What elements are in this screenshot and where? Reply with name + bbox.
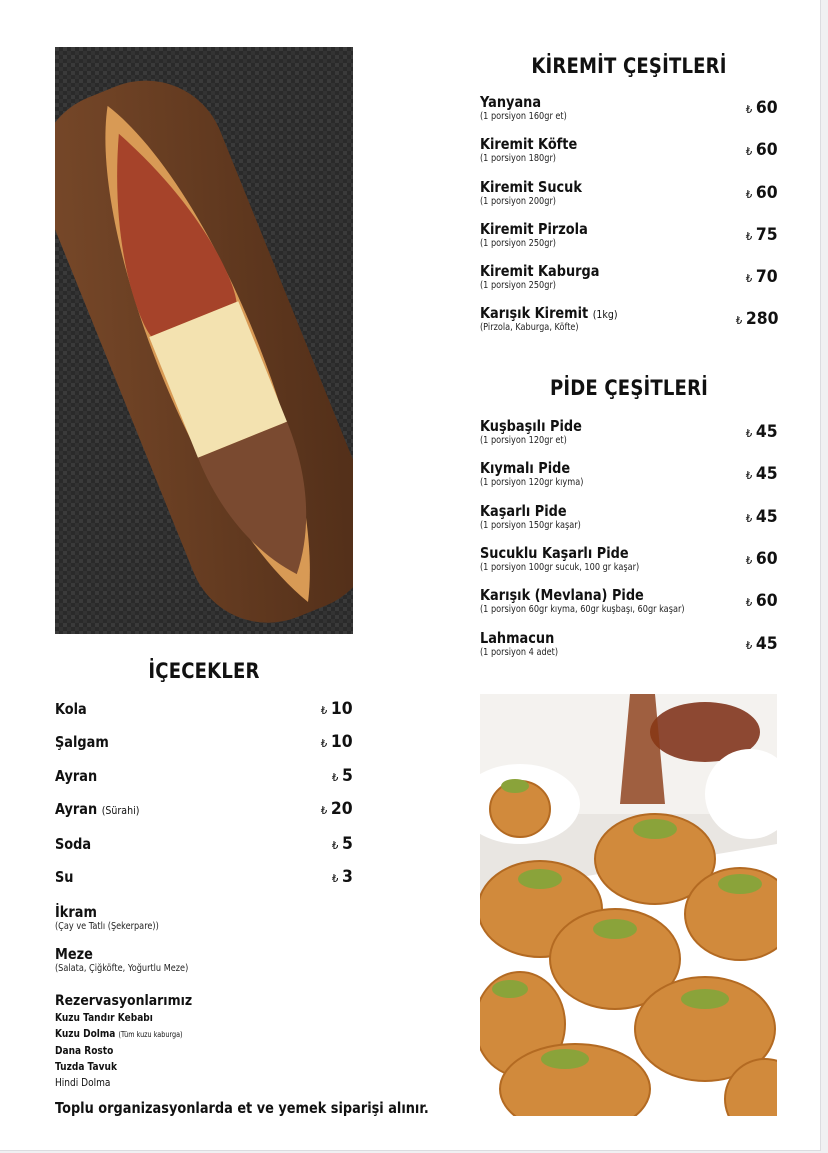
kiremit-item-name: Kiremit Sucuk (480, 178, 582, 196)
drink-item-price: ₺ 20 (321, 799, 353, 819)
drink-item (55, 699, 353, 718)
extra-item-detail: (Çay ve Tatlı (Şekerpare)) (55, 921, 159, 932)
kiremit-item-price: ₺ 75 (746, 225, 778, 245)
currency-symbol: ₺ (321, 804, 328, 817)
drink-item (55, 766, 353, 785)
extra-item (55, 902, 176, 932)
pide-item-name: Lahmacun (480, 629, 555, 647)
kiremit-item-detail: (1 porsiyon 180gr) (480, 153, 556, 164)
pide-photo (55, 47, 353, 634)
extra-item-name: İkram (55, 903, 97, 921)
kiremit-item (480, 92, 778, 122)
drink-item-price: ₺ 3 (331, 867, 353, 887)
currency-symbol: ₺ (746, 230, 753, 243)
currency-symbol: ₺ (746, 554, 753, 567)
pide-item-detail: (1 porsiyon 60gr kıyma, 60gr kuşbaşı, 60gr kaşar) (480, 604, 685, 615)
reservations-lines (55, 1010, 214, 1091)
drink-item (55, 799, 353, 818)
drink-item-note: (Sürahi) (101, 804, 140, 817)
icecekler-title: İÇECEKLER (148, 659, 260, 683)
currency-symbol: ₺ (746, 272, 753, 285)
kiremit-item (480, 134, 778, 164)
drink-item-price: ₺ 10 (321, 732, 353, 752)
pide-item-price: ₺ 60 (746, 591, 778, 611)
pide-item-price: ₺ 45 (746, 464, 778, 484)
currency-symbol: ₺ (331, 839, 339, 852)
extra-item (55, 944, 210, 974)
reservation-item: Kuzu Tandır Kebabı (55, 1012, 153, 1024)
kiremit-item (480, 219, 778, 249)
kiremit-item-detail: (1 porsiyon 160gr et) (480, 111, 567, 122)
drink-item-name: Kola (55, 700, 87, 718)
drink-item-name: Şalgam (55, 733, 109, 751)
pide-item (480, 543, 778, 573)
pide-item-detail: (1 porsiyon 4 adet) (480, 647, 559, 658)
kiremit-item-name: Kiremit Köfte (480, 135, 578, 153)
drink-item (55, 834, 353, 853)
kiremit-item-price: ₺ 280 (735, 309, 778, 329)
extra-item-detail: (Salata, Çiğköfte, Yoğurtlu Meze) (55, 963, 189, 974)
currency-symbol: ₺ (746, 512, 753, 525)
pide-item-price: ₺ 45 (746, 634, 778, 654)
currency-symbol: ₺ (331, 771, 339, 784)
kiremit-item-detail: (Pirzola, Kaburga, Köfte) (480, 322, 579, 333)
footer-note: Toplu organizasyonlarda et ve yemek siparişi alınır. (55, 1099, 429, 1117)
pide-item-detail: (1 porsiyon 100gr sucuk, 100 gr kaşar) (480, 562, 640, 573)
pide-item-detail: (1 porsiyon 120gr et) (480, 435, 567, 446)
drink-item-price: ₺ 5 (331, 766, 353, 786)
currency-symbol: ₺ (746, 469, 753, 482)
currency-symbol: ₺ (746, 427, 753, 440)
pide-title: PİDE ÇEŞİTLERİ (549, 376, 709, 400)
kiremit-item-price: ₺ 60 (746, 140, 778, 160)
drink-item-price: ₺ 10 (321, 699, 353, 719)
pide-item (480, 416, 778, 446)
drink-item-name: Su (55, 868, 74, 886)
currency-symbol: ₺ (331, 872, 339, 885)
pide-item-detail: (1 porsiyon 150gr kaşar) (480, 520, 581, 531)
reservation-item: Kuzu Dolma (Tüm kuzu kaburga) (55, 1028, 183, 1040)
kiremit-item-price: ₺ 60 (746, 98, 778, 118)
currency-symbol: ₺ (746, 596, 753, 609)
kiremit-item-name: Kiremit Kaburga (480, 262, 600, 280)
kiremit-item-name: Kiremit Pirzola (480, 220, 588, 238)
pide-item-name: Kıymalı Pide (480, 459, 571, 477)
kiremit-item-name: Karışık Kiremit (1kg) (480, 304, 618, 322)
kiremit-item-detail: (1 porsiyon 250gr) (480, 280, 556, 291)
reservations (55, 993, 214, 1091)
pide-item (480, 585, 778, 615)
pide-item (480, 628, 778, 658)
pide-item-price: ₺ 45 (746, 422, 778, 442)
drink-item-name: Ayran (Sürahi) (55, 800, 140, 818)
drink-item-price: ₺ 5 (331, 834, 353, 854)
drink-item-name: Ayran (55, 767, 98, 785)
pide-item-name: Sucuklu Kaşarlı Pide (480, 544, 629, 562)
pide-item-detail: (1 porsiyon 120gr kıyma) (480, 477, 584, 488)
kiremit-item-detail: (1 porsiyon 200gr) (480, 196, 556, 207)
kiremit-item (480, 177, 778, 207)
drink-item (55, 867, 353, 886)
currency-symbol: ₺ (746, 188, 753, 201)
sekerpare-photo (480, 694, 777, 1116)
pide-item (480, 458, 778, 488)
pide-item-name: Kaşarlı Pide (480, 502, 567, 520)
currency-symbol: ₺ (321, 704, 328, 717)
drink-item-name: Soda (55, 835, 92, 853)
currency-symbol: ₺ (746, 145, 753, 158)
reservation-item: Hindi Dolma (55, 1077, 111, 1089)
currency-symbol: ₺ (746, 103, 753, 116)
currency-symbol: ₺ (735, 314, 742, 327)
drink-item (55, 732, 353, 751)
pide-item (480, 501, 778, 531)
currency-symbol: ₺ (746, 639, 753, 652)
pide-item-name: Kuşbaşılı Pide (480, 417, 582, 435)
kiremit-item (480, 303, 778, 333)
pide-item-price: ₺ 45 (746, 507, 778, 527)
reservation-item: Tuzda Tavuk (55, 1061, 117, 1073)
kiremit-item-price: ₺ 70 (746, 267, 778, 287)
kiremit-item-detail: (1 porsiyon 250gr) (480, 238, 556, 249)
currency-symbol: ₺ (321, 737, 328, 750)
pide-item-name: Karışık (Mevlana) Pide (480, 586, 644, 604)
extra-item-name: Meze (55, 945, 93, 963)
kiremit-item-note: (1kg) (592, 308, 618, 321)
reservation-item-note: (Tüm kuzu kaburga) (118, 1030, 183, 1039)
reservations-title: Rezervasyonlarımız (55, 993, 193, 1009)
pide-item-price: ₺ 60 (746, 549, 778, 569)
reservation-item: Dana Rosto (55, 1045, 114, 1057)
kiremit-title: KİREMİT ÇEŞİTLERİ (531, 54, 727, 78)
kiremit-item-price: ₺ 60 (746, 183, 778, 203)
kiremit-item (480, 261, 778, 291)
kiremit-item-name: Yanyana (480, 93, 542, 111)
